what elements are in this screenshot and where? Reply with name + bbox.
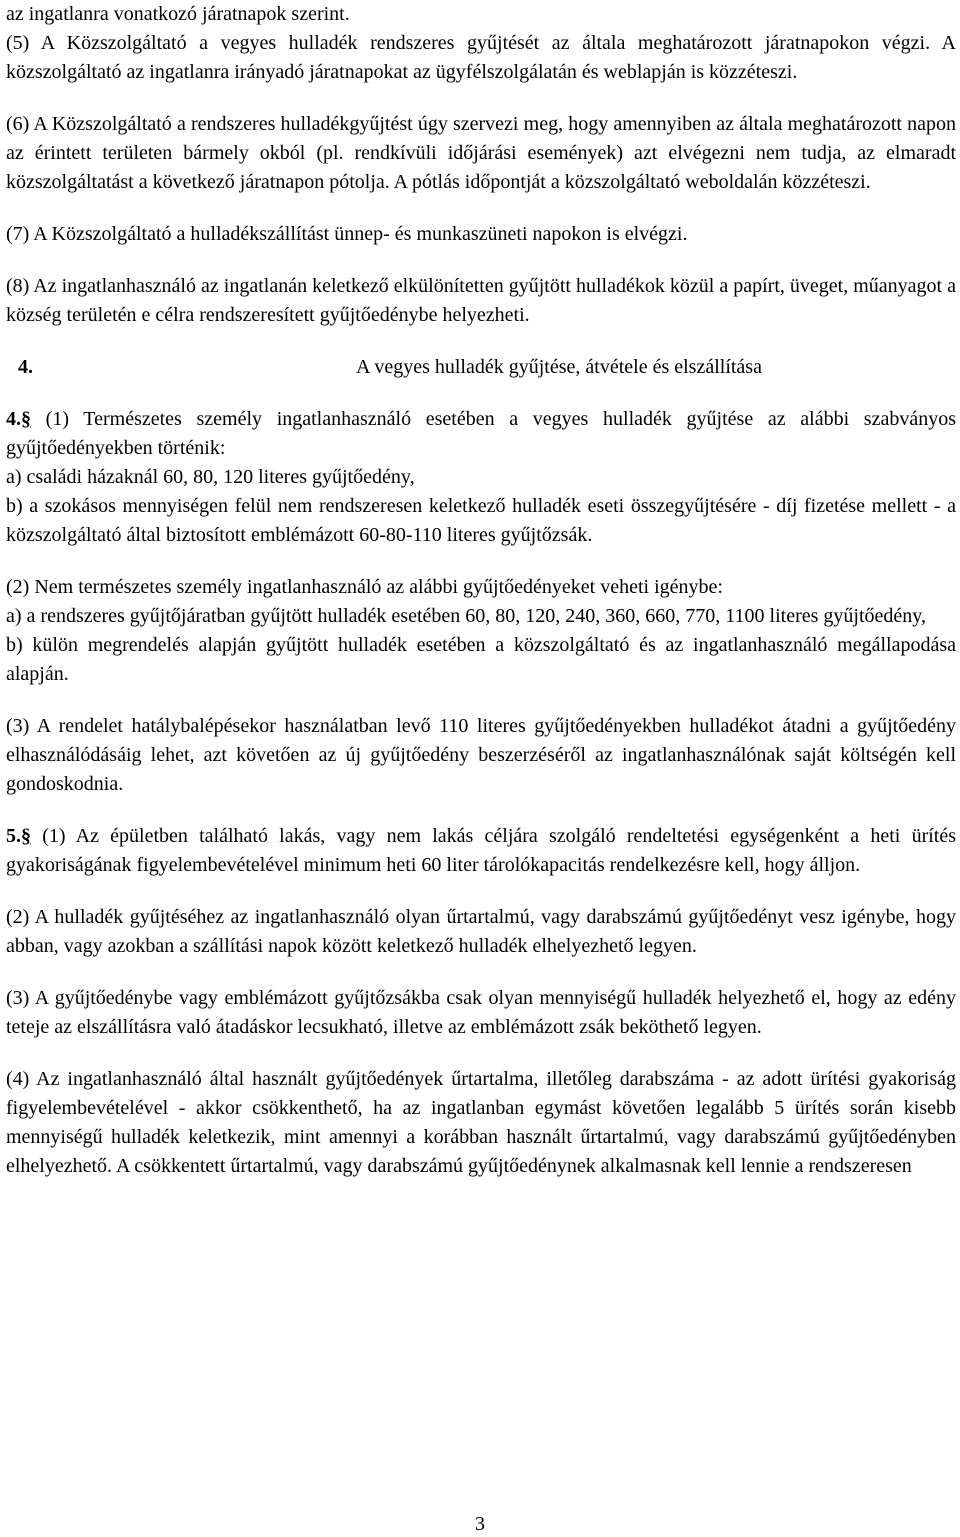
para5-subsection-4: (4) Az ingatlanhasználó által használt gyűjtőedények űrtartalma, illetőleg darabszáma - az adott ürítési gyakoriság figyelembevételével - akkor csökkenthető, ha az ingatlanban egymást követően legalább 5 ürítés során kisebb mennyiségű hulladék keletkezik, mint amennyi a korábban használt űrtartalmú, vagy darabszámú gyűjtőedényben elhelyezhető. A csökkentett űrtartalmú, vagy darabszámú gyűjtőedénynek alkalmasnak kell lennie a rendszeresen: [6, 1068, 956, 1177]
para5-subsection-1: [6, 822, 956, 880]
para5-p1-text: (1) Az épületben található lakás, vagy nem lakás céljára szolgáló rendeltetési egységenként a heti ürítés gyakoriságának figyelembevételével minimum heti 60 liter tárolókapacitás rendelkezésre kell, hogy álljon.: [6, 825, 957, 876]
para4-subsection-1-b: b) a szokásos mennyiségen felül nem rendszeresen keletkező hulladék eseti összegyűjtésére - díj fizetése mellett - a közszolgáltató által biztosított emblémázott 60-80-110 literes gyűjtőzsák.: [6, 495, 956, 546]
page-number: 3: [475, 1513, 485, 1535]
para4-subsection-1-intro: [6, 405, 956, 463]
paragraph-6: (6) A Közszolgáltató a rendszeres hulladékgyűjtést úgy szervezi meg, hogy amennyiben az általa meghatározott napon az érintett területen bármely okból (pl. rendkívüli időjárási események) azt elvégezni nem tudja, az elmaradt közszolgáltatást a következő járatnapon pótolja. A pótlás időpontját a közszolgáltató weboldalán közzéteszi.: [6, 113, 956, 193]
para5-section-mark: §: [21, 825, 31, 847]
paragraph-5: (5) A Közszolgáltató a vegyes hulladék rendszeres gyűjtését az általa meghatározott járatnapokon végzi. A közszolgáltató az ingatlanra irányadó járatnapokat az ügyfélszolgálatán és weblapján is közzéteszi.: [6, 32, 956, 83]
section-heading-4: [6, 353, 956, 382]
para4-subsection-1-a: a) családi házaknál 60, 80, 120 literes gyűjtőedény,: [6, 466, 415, 488]
para5-subsection-2: (2) A hulladék gyűjtéséhez az ingatlanhasználó olyan űrtartalmú, vagy darabszámú gyűjtőedényt vesz igénybe, hogy abban, vagy azokban a szállítási napok között keletkező hulladék elhelyezhető legyen.: [6, 906, 956, 957]
para4-subsection-2-intro: (2) Nem természetes személy ingatlanhasználó az alábbi gyűjtőedényeket veheti igénybe:: [6, 576, 723, 598]
intro-tail: az ingatlanra vonatkozó járatnapok szerint.: [6, 3, 350, 25]
paragraph-8: (8) Az ingatlanhasználó az ingatlanán keletkező elkülönítetten gyűjtött hulladékok közül a papírt, üveget, műanyagot a község területén e célra rendszeresített gyűjtőedénybe helyezheti.: [6, 275, 956, 326]
section-title: A vegyes hulladék gyűjtése, átvétele és elszállítása: [356, 356, 762, 378]
para5-subsection-3: (3) A gyűjtőedénybe vagy emblémázott gyűjtőzsákba csak olyan mennyiségű hulladék helyezhető el, hogy az edény teteje az elszállításra való átadáskor lecsukható, illetve az emblémázott zsák beköthető legyen.: [6, 987, 956, 1038]
para4-subsection-2-b: b) külön megrendelés alapján gyűjtött hulladék esetében a közszolgáltató és az ingatlanhasználó megállapodása alapján.: [6, 634, 956, 685]
para4-subsection-2-a: a) a rendszeres gyűjtőjáratban gyűjtött hulladék esetében 60, 80, 120, 240, 360, 660, 770, 1100 literes gyűjtőedény,: [6, 605, 926, 627]
para4-subsection-3: (3) A rendelet hatálybalépésekor használatban levő 110 literes gyűjtőedényekben hulladékot átadni a gyűjtőedény elhasználódásáig lehet, azt követően az új gyűjtőedény beszerzéséről az ingatlanhasználónak saját költségén kell gondoskodnia.: [6, 715, 956, 795]
paragraph-7: (7) A Közszolgáltató a hulladékszállítást ünnep- és munkaszüneti napokon is elvégzi.: [6, 223, 688, 245]
para4-p1-text: (1) Természetes személy ingatlanhasználó esetében a vegyes hulladék gyűjtése az alábbi szabványos gyűjtőedényekben történik:: [6, 408, 956, 459]
para4-label: 4.: [6, 408, 21, 430]
section-number: 4.: [18, 356, 33, 378]
para5-label: 5.: [6, 825, 21, 847]
para4-section-mark: §: [21, 408, 31, 430]
document-page: [6, 0, 956, 1181]
